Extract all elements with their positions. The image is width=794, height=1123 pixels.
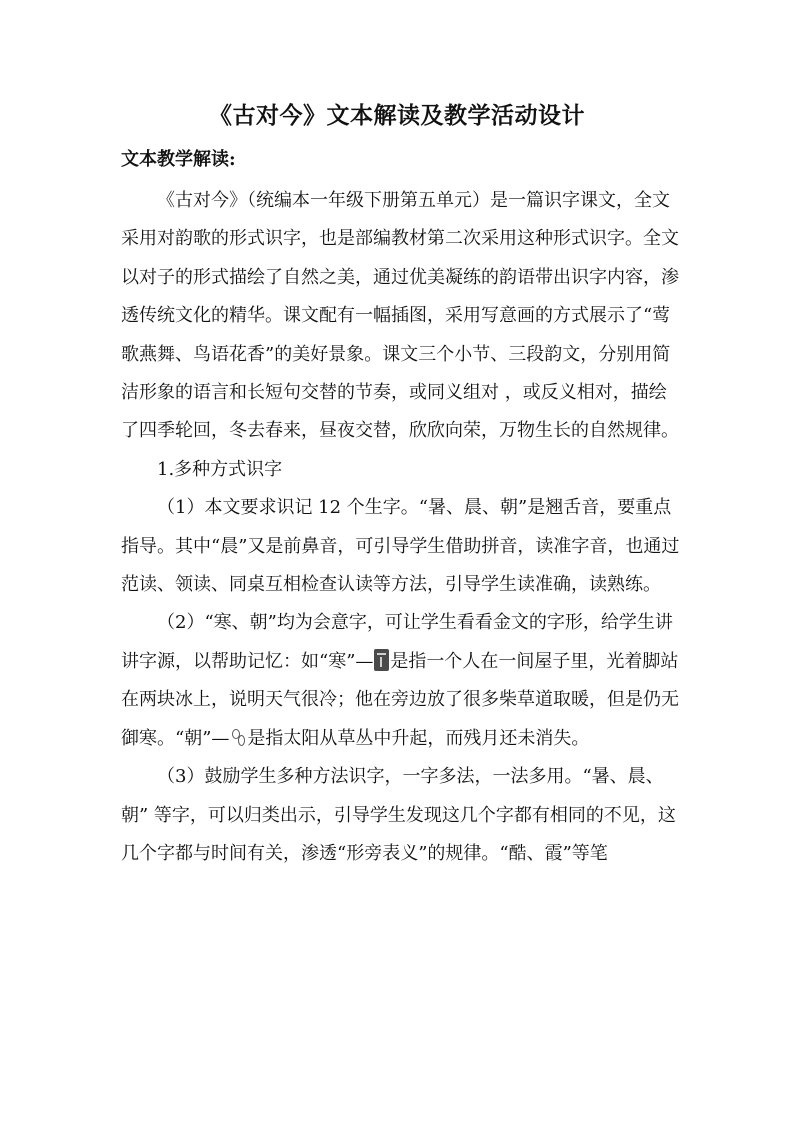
paragraph-subheading: 1.多种方式识字 <box>157 458 283 480</box>
paragraph-item-1: （1）本文要求识记 12 个生字。“暑、晨、朝”是翘舌音，要重点指导。其中“晨”又是前鼻音，可引导学生借助拼音，读准字音，也通过范读、领读、同桌互相检查认读等方法，引导学生读准确，读熟练。 <box>121 497 680 596</box>
paragraph-item-2-part2: 是指一个人在一间屋子里，光着脚站在两块冰上，说明天气很冷；他在旁边放了很多柴草道取暖，但是仍无御寒。“朝”— <box>121 650 679 749</box>
document-title: 《古对今》文本解读及教学活动设计 <box>209 102 585 129</box>
paragraph-item-2-part1: （2）“寒、朝”均为会意字，可让学生看看金文的字形，给学生讲讲字源，以帮助记忆：如“寒”— <box>121 612 673 672</box>
paragraph-item-3: （3）鼓励学生多种方法识字，一字多法，一法多用。“暑、晨、朝” 等字，可以归类出示，引导学生发现这几个字都有相同的不见，这几个字都与时间有关，渗透“形旁表义”的规律。“酷、霞”等笔 <box>121 766 676 864</box>
paragraph-item-2 <box>121 604 681 758</box>
document-body <box>121 182 681 873</box>
section-heading: 文本教学解读: <box>121 149 236 170</box>
paragraph-item-2-part3: 是指太阳从草丛中升起，而残月还未消失。 <box>247 727 590 749</box>
jinwen-han-glyph-icon <box>374 649 389 671</box>
paragraph-intro: 《古对今》（统编本一年级下册第五单元）是一篇识字课文，全文采用对韵歌的形式识字，也是部编教材第二次采用这种形式识字。全文以对子的形式描绘了自然之美，通过优美凝练的韵语带出识字内容，渗透传统文化的精华。课文配有一幅插图，采用写意画的方式展示了“莺歌燕舞、鸟语花香”的美好景象。课文三个小节、三段韵文，分别用简洁形象的语言和长短句交替的节奏，或同义组对 ，或反义相对，描绘了四季轮回，冬去春来，昼夜交替，欣欣向荣，万物生长的自然规律。 <box>121 190 679 442</box>
jinwen-chao-glyph-icon <box>231 727 245 747</box>
